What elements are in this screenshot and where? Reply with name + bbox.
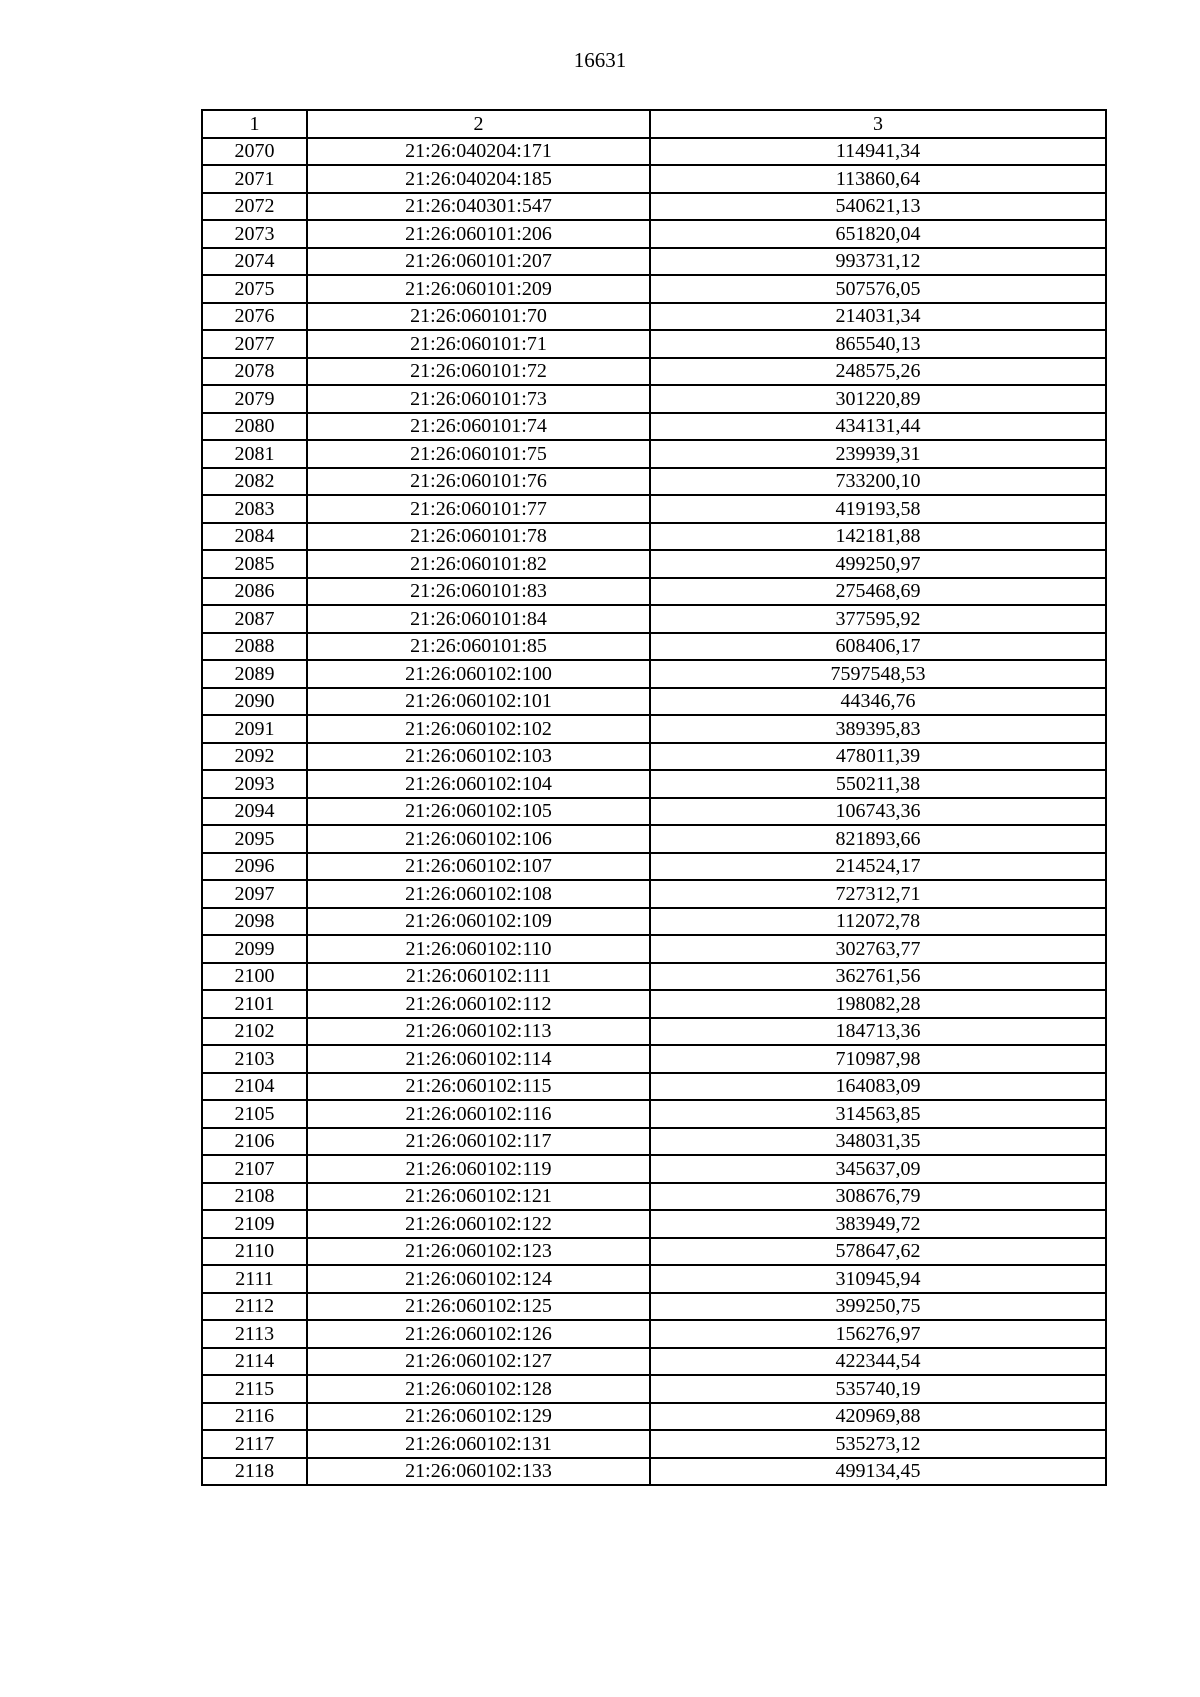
cadastral-number-cell: 21:26:060101:77 xyxy=(307,495,650,523)
cadastral-number-cell: 21:26:060102:106 xyxy=(307,825,650,853)
table-header-row xyxy=(202,110,1106,138)
cadastral-number-cell: 21:26:060102:125 xyxy=(307,1293,650,1321)
row-number-cell: 2114 xyxy=(202,1348,307,1376)
row-number-cell: 2091 xyxy=(202,715,307,743)
table-row xyxy=(202,633,1106,661)
row-number-cell: 2111 xyxy=(202,1265,307,1293)
table-row xyxy=(202,523,1106,551)
row-number-cell: 2079 xyxy=(202,385,307,413)
table-row xyxy=(202,908,1106,936)
table-row xyxy=(202,1210,1106,1238)
cadastral-value-cell: 275468,69 xyxy=(650,578,1106,606)
table-header xyxy=(202,110,1106,138)
cadastral-value-cell: 239939,31 xyxy=(650,440,1106,468)
row-number-cell: 2110 xyxy=(202,1238,307,1266)
cadastral-value-cell: 362761,56 xyxy=(650,963,1106,991)
row-number-cell: 2116 xyxy=(202,1403,307,1431)
cadastral-value-cell: 156276,97 xyxy=(650,1320,1106,1348)
cadastral-number-cell: 21:26:060102:108 xyxy=(307,880,650,908)
cadastral-value-cell: 198082,28 xyxy=(650,990,1106,1018)
cadastral-number-cell: 21:26:060102:107 xyxy=(307,853,650,881)
cadastral-value-cell: 214031,34 xyxy=(650,303,1106,331)
cadastral-number-cell: 21:26:060101:74 xyxy=(307,413,650,441)
cadastral-number-cell: 21:26:060101:72 xyxy=(307,358,650,386)
cadastral-number-cell: 21:26:060101:71 xyxy=(307,330,650,358)
cadastral-value-cell: 106743,36 xyxy=(650,798,1106,826)
cadastral-number-cell: 21:26:060101:83 xyxy=(307,578,650,606)
table-row xyxy=(202,358,1106,386)
cadastral-number-cell: 21:26:060101:209 xyxy=(307,275,650,303)
cadastral-value-cell: 345637,09 xyxy=(650,1155,1106,1183)
cadastral-value-cell: 348031,35 xyxy=(650,1128,1106,1156)
table-row xyxy=(202,853,1106,881)
cadastral-value-cell: 214524,17 xyxy=(650,853,1106,881)
cadastral-value-cell: 7597548,53 xyxy=(650,660,1106,688)
cadastral-value-cell: 419193,58 xyxy=(650,495,1106,523)
row-number-cell: 2088 xyxy=(202,633,307,661)
table-row xyxy=(202,303,1106,331)
cadastral-number-cell: 21:26:060102:114 xyxy=(307,1045,650,1073)
row-number-cell: 2080 xyxy=(202,413,307,441)
cadastral-number-cell: 21:26:060101:75 xyxy=(307,440,650,468)
row-number-cell: 2077 xyxy=(202,330,307,358)
cadastral-value-table xyxy=(201,109,1107,1486)
row-number-cell: 2098 xyxy=(202,908,307,936)
cadastral-value-cell: 301220,89 xyxy=(650,385,1106,413)
table-row xyxy=(202,605,1106,633)
cadastral-number-cell: 21:26:060102:133 xyxy=(307,1458,650,1486)
cadastral-value-cell: 727312,71 xyxy=(650,880,1106,908)
cadastral-value-cell: 865540,13 xyxy=(650,330,1106,358)
table-row xyxy=(202,1128,1106,1156)
table-row xyxy=(202,1375,1106,1403)
cadastral-number-cell: 21:26:040204:171 xyxy=(307,138,650,166)
table-row xyxy=(202,550,1106,578)
cadastral-number-cell: 21:26:060102:127 xyxy=(307,1348,650,1376)
table-row xyxy=(202,1073,1106,1101)
row-number-cell: 2086 xyxy=(202,578,307,606)
table-row xyxy=(202,1045,1106,1073)
row-number-cell: 2085 xyxy=(202,550,307,578)
table-row xyxy=(202,1320,1106,1348)
table-row xyxy=(202,880,1106,908)
cadastral-value-cell: 389395,83 xyxy=(650,715,1106,743)
table-row xyxy=(202,220,1106,248)
row-number-cell: 2093 xyxy=(202,770,307,798)
cadastral-value-cell: 434131,44 xyxy=(650,413,1106,441)
cadastral-number-cell: 21:26:060102:117 xyxy=(307,1128,650,1156)
column-header-3: 3 xyxy=(650,110,1106,138)
page-number: 16631 xyxy=(573,48,627,72)
row-number-cell: 2076 xyxy=(202,303,307,331)
cadastral-number-cell: 21:26:060101:76 xyxy=(307,468,650,496)
table-row xyxy=(202,990,1106,1018)
cadastral-value-cell: 399250,75 xyxy=(650,1293,1106,1321)
row-number-cell: 2083 xyxy=(202,495,307,523)
cadastral-number-cell: 21:26:060102:110 xyxy=(307,935,650,963)
table-row xyxy=(202,770,1106,798)
table-row xyxy=(202,1458,1106,1486)
row-number-cell: 2112 xyxy=(202,1293,307,1321)
table-row xyxy=(202,330,1106,358)
cadastral-number-cell: 21:26:060102:113 xyxy=(307,1018,650,1046)
table-row xyxy=(202,1265,1106,1293)
cadastral-value-cell: 550211,38 xyxy=(650,770,1106,798)
table-row xyxy=(202,165,1106,193)
cadastral-number-cell: 21:26:060101:85 xyxy=(307,633,650,661)
cadastral-value-cell: 507576,05 xyxy=(650,275,1106,303)
cadastral-number-cell: 21:26:060101:82 xyxy=(307,550,650,578)
cadastral-number-cell: 21:26:060102:123 xyxy=(307,1238,650,1266)
row-number-cell: 2090 xyxy=(202,688,307,716)
table-row xyxy=(202,1403,1106,1431)
cadastral-value-cell: 535740,19 xyxy=(650,1375,1106,1403)
row-number-cell: 2095 xyxy=(202,825,307,853)
cadastral-number-cell: 21:26:060101:70 xyxy=(307,303,650,331)
table-row xyxy=(202,963,1106,991)
cadastral-value-cell: 377595,92 xyxy=(650,605,1106,633)
cadastral-number-cell: 21:26:060102:128 xyxy=(307,1375,650,1403)
table-row xyxy=(202,1238,1106,1266)
table-row xyxy=(202,1293,1106,1321)
row-number-cell: 2078 xyxy=(202,358,307,386)
table-row xyxy=(202,715,1106,743)
table-row xyxy=(202,1100,1106,1128)
cadastral-number-cell: 21:26:060102:116 xyxy=(307,1100,650,1128)
row-number-cell: 2118 xyxy=(202,1458,307,1486)
cadastral-number-cell: 21:26:060101:206 xyxy=(307,220,650,248)
cadastral-number-cell: 21:26:060101:84 xyxy=(307,605,650,633)
cadastral-value-cell: 422344,54 xyxy=(650,1348,1106,1376)
cadastral-number-cell: 21:26:040301:547 xyxy=(307,193,650,221)
cadastral-number-cell: 21:26:060102:109 xyxy=(307,908,650,936)
cadastral-number-cell: 21:26:060102:105 xyxy=(307,798,650,826)
cadastral-value-cell: 314563,85 xyxy=(650,1100,1106,1128)
table-row xyxy=(202,413,1106,441)
cadastral-number-cell: 21:26:060102:122 xyxy=(307,1210,650,1238)
cadastral-value-cell: 113860,64 xyxy=(650,165,1106,193)
table-row xyxy=(202,193,1106,221)
cadastral-value-cell: 44346,76 xyxy=(650,688,1106,716)
row-number-cell: 2071 xyxy=(202,165,307,193)
cadastral-value-cell: 651820,04 xyxy=(650,220,1106,248)
cadastral-number-cell: 21:26:060102:124 xyxy=(307,1265,650,1293)
table-row xyxy=(202,495,1106,523)
cadastral-value-cell: 383949,72 xyxy=(650,1210,1106,1238)
row-number-cell: 2075 xyxy=(202,275,307,303)
table-row xyxy=(202,1430,1106,1458)
cadastral-value-cell: 164083,09 xyxy=(650,1073,1106,1101)
row-number-cell: 2087 xyxy=(202,605,307,633)
table-row xyxy=(202,385,1106,413)
cadastral-number-cell: 21:26:060101:78 xyxy=(307,523,650,551)
cadastral-number-cell: 21:26:060102:129 xyxy=(307,1403,650,1431)
cadastral-number-cell: 21:26:060102:100 xyxy=(307,660,650,688)
cadastral-number-cell: 21:26:060102:112 xyxy=(307,990,650,1018)
table-row xyxy=(202,1155,1106,1183)
row-number-cell: 2107 xyxy=(202,1155,307,1183)
cadastral-value-cell: 302763,77 xyxy=(650,935,1106,963)
row-number-cell: 2089 xyxy=(202,660,307,688)
row-number-cell: 2073 xyxy=(202,220,307,248)
cadastral-value-cell: 499134,45 xyxy=(650,1458,1106,1486)
cadastral-value-cell: 112072,78 xyxy=(650,908,1106,936)
cadastral-value-cell: 710987,98 xyxy=(650,1045,1106,1073)
row-number-cell: 2105 xyxy=(202,1100,307,1128)
table-row xyxy=(202,1348,1106,1376)
row-number-cell: 2117 xyxy=(202,1430,307,1458)
row-number-cell: 2097 xyxy=(202,880,307,908)
row-number-cell: 2094 xyxy=(202,798,307,826)
cadastral-number-cell: 21:26:060102:119 xyxy=(307,1155,650,1183)
table-row xyxy=(202,138,1106,166)
table-row xyxy=(202,688,1106,716)
cadastral-value-cell: 142181,88 xyxy=(650,523,1106,551)
row-number-cell: 2106 xyxy=(202,1128,307,1156)
cadastral-number-cell: 21:26:060102:131 xyxy=(307,1430,650,1458)
row-number-cell: 2104 xyxy=(202,1073,307,1101)
cadastral-value-cell: 499250,97 xyxy=(650,550,1106,578)
cadastral-value-cell: 535273,12 xyxy=(650,1430,1106,1458)
table-row xyxy=(202,1183,1106,1211)
cadastral-number-cell: 21:26:060102:103 xyxy=(307,743,650,771)
table-row xyxy=(202,468,1106,496)
row-number-cell: 2108 xyxy=(202,1183,307,1211)
cadastral-value-cell: 420969,88 xyxy=(650,1403,1106,1431)
table-row xyxy=(202,1018,1106,1046)
row-number-cell: 2070 xyxy=(202,138,307,166)
row-number-cell: 2113 xyxy=(202,1320,307,1348)
cadastral-number-cell: 21:26:060102:115 xyxy=(307,1073,650,1101)
cadastral-value-cell: 248575,26 xyxy=(650,358,1106,386)
cadastral-number-cell: 21:26:060102:111 xyxy=(307,963,650,991)
row-number-cell: 2103 xyxy=(202,1045,307,1073)
table-row xyxy=(202,660,1106,688)
cadastral-value-cell: 821893,66 xyxy=(650,825,1106,853)
cadastral-value-cell: 184713,36 xyxy=(650,1018,1106,1046)
cadastral-value-cell: 478011,39 xyxy=(650,743,1106,771)
table-row xyxy=(202,798,1106,826)
row-number-cell: 2101 xyxy=(202,990,307,1018)
cadastral-number-cell: 21:26:060102:121 xyxy=(307,1183,650,1211)
cadastral-value-cell: 733200,10 xyxy=(650,468,1106,496)
row-number-cell: 2074 xyxy=(202,248,307,276)
cadastral-value-cell: 540621,13 xyxy=(650,193,1106,221)
cadastral-number-cell: 21:26:040204:185 xyxy=(307,165,650,193)
table-row xyxy=(202,578,1106,606)
cadastral-number-cell: 21:26:060101:73 xyxy=(307,385,650,413)
cadastral-value-cell: 578647,62 xyxy=(650,1238,1106,1266)
cadastral-value-cell: 993731,12 xyxy=(650,248,1106,276)
table-row xyxy=(202,248,1106,276)
table-row xyxy=(202,440,1106,468)
row-number-cell: 2115 xyxy=(202,1375,307,1403)
row-number-cell: 2084 xyxy=(202,523,307,551)
cadastral-number-cell: 21:26:060101:207 xyxy=(307,248,650,276)
row-number-cell: 2081 xyxy=(202,440,307,468)
row-number-cell: 2102 xyxy=(202,1018,307,1046)
row-number-cell: 2072 xyxy=(202,193,307,221)
table-row xyxy=(202,825,1106,853)
row-number-cell: 2099 xyxy=(202,935,307,963)
cadastral-number-cell: 21:26:060102:126 xyxy=(307,1320,650,1348)
cadastral-value-cell: 608406,17 xyxy=(650,633,1106,661)
cadastral-number-cell: 21:26:060102:104 xyxy=(307,770,650,798)
row-number-cell: 2109 xyxy=(202,1210,307,1238)
cadastral-number-cell: 21:26:060102:101 xyxy=(307,688,650,716)
cadastral-value-cell: 114941,34 xyxy=(650,138,1106,166)
row-number-cell: 2100 xyxy=(202,963,307,991)
row-number-cell: 2096 xyxy=(202,853,307,881)
row-number-cell: 2092 xyxy=(202,743,307,771)
table-row xyxy=(202,743,1106,771)
row-number-cell: 2082 xyxy=(202,468,307,496)
cadastral-value-cell: 308676,79 xyxy=(650,1183,1106,1211)
cadastral-number-cell: 21:26:060102:102 xyxy=(307,715,650,743)
column-header-2: 2 xyxy=(307,110,650,138)
table-row xyxy=(202,935,1106,963)
table-body xyxy=(202,138,1106,1486)
column-header-1: 1 xyxy=(202,110,307,138)
cadastral-value-cell: 310945,94 xyxy=(650,1265,1106,1293)
table-row xyxy=(202,275,1106,303)
